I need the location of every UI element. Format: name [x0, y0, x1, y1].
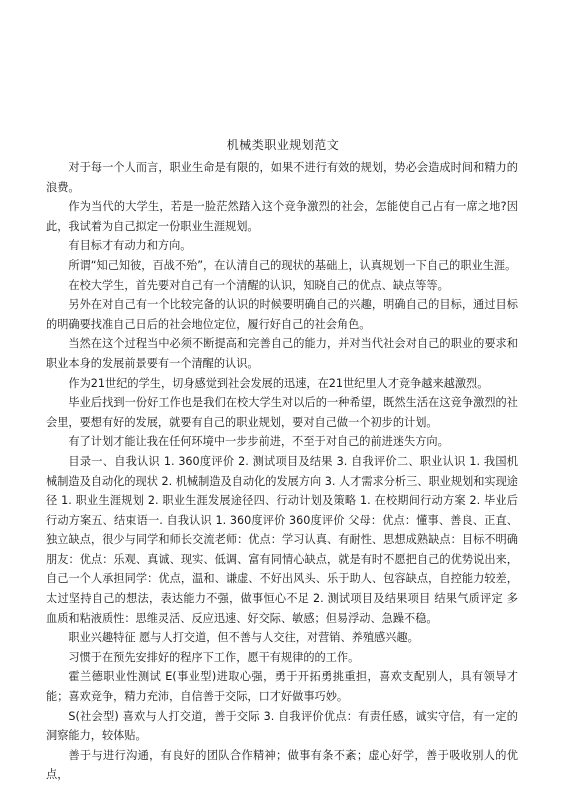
paragraph: 另外在对自己有一个比较完备的认识的时候要明确自己的兴趣，明确自己的目标，通过目标的明确要找准自己日后的社会地位定位，履行好自己的社会角色。: [46, 298, 518, 331]
paragraph: 毕业后找到一份好工作也是我们在校大学生对以后的一种希望，既然生活在这竞争激烈的社会里，要想有好的发展，就要有自己的职业规划，要对自己做一个初步的计划。: [46, 396, 518, 429]
paragraph: 当然在这个过程当中必须不断提高和完善自己的能力，并对当代社会对自己的职业的要求和职业本身的发展前景要有一个清醒的认识。: [46, 337, 518, 370]
paragraph: 有目标才有动力和方向。: [68, 239, 192, 253]
document-title: 机械类职业规划范文: [226, 138, 340, 152]
paragraph: 在校大学生，首先要对自己有一个清醒的认识，知晓自己的优点、缺点等等。: [68, 278, 449, 292]
paragraph: 所谓“知己知彼，百战不殆”，在认清自己的现状的基础上，认真规划一下自己的职业生涯。: [68, 258, 517, 272]
paragraph: 习惯于在预先安排好的程序下工作，愿干有规律的的工作。: [68, 650, 360, 664]
paragraph: 职业兴趣特征 愿与人打交道，但不善与人交往，对营销、养殖感兴趣。: [68, 631, 419, 645]
document-body: [46, 158, 518, 785]
paragraph: 善于与进行沟通，有良好的团队合作精神；做事有条不紊；虚心好学，善于吸收别人的优点，: [46, 748, 518, 782]
paragraph: 作为21世纪的学生，切身感觉到社会发展的迅速，在21世纪里人才竞争越来越激烈。: [68, 376, 489, 390]
paragraph: 有了计划才能让我在任何环境中一步步前进，不至于对自己的前进迷失方向。: [68, 435, 449, 449]
paragraph: 霍兰德职业性测试 E(事业型)进取心强，勇于开拓勇挑重担，喜欢支配别人，具有领导才能；喜欢竞争，精力充沛，自信善于交际，口才好做事巧妙。: [46, 670, 518, 704]
paragraph: 目录一、自我认识 1. 360度评价 2. 测试项目及结果 3. 自我评价二、职业认识 1. 我国机械制造及自动化的现状 2. 机械制造及自动化的发展方向 3. 人才需求分析三、职业规划和实现途径 1. 职业生涯规划 2. 职业生涯发展途径四、行动计划及策略 1. 在校期间行动方案 2. 毕业后行动方案五、结束语一. 自我认识 1. 360度评价 360度评价 父母：优点：懂事、善良、正直、独立缺点，很少与同学和师长交流老师：优点：学习认真、有耐性、思想成熟缺点：目标不明确朋友：优点：乐观、真诚、现实、低调、富有同情心缺点，就是有时不愿把自己的优势说出来，自己一个人承担同学：优点，温和、谦虚、不好出风头、乐于助人、包容缺点，自控能力较差，太过坚持自己的想法，表达能力不强，做事恒心不足 2. 测试项目及结果项目 结果气质评定 多血质和粘液质性：思维灵活、反应迅速、好交际、敏感；但易浮动、急躁不稳。: [46, 454, 518, 625]
paragraph: 对于每一个人而言，职业生命是有限的，如果不进行有效的规划，势必会造成时间和精力的浪费。: [46, 161, 518, 194]
paragraph: 作为当代的大学生，若是一脸茫然踏入这个竞争激烈的社会，怎能使自己占有一席之地?因此，我试着为自己拟定一份职业生涯规划。: [46, 200, 518, 233]
paragraph: S(社会型) 喜欢与人打交道，善于交际 3. 自我评价优点：有责任感，诚实守信，有一定的洞察能力，较体贴。: [46, 709, 518, 743]
